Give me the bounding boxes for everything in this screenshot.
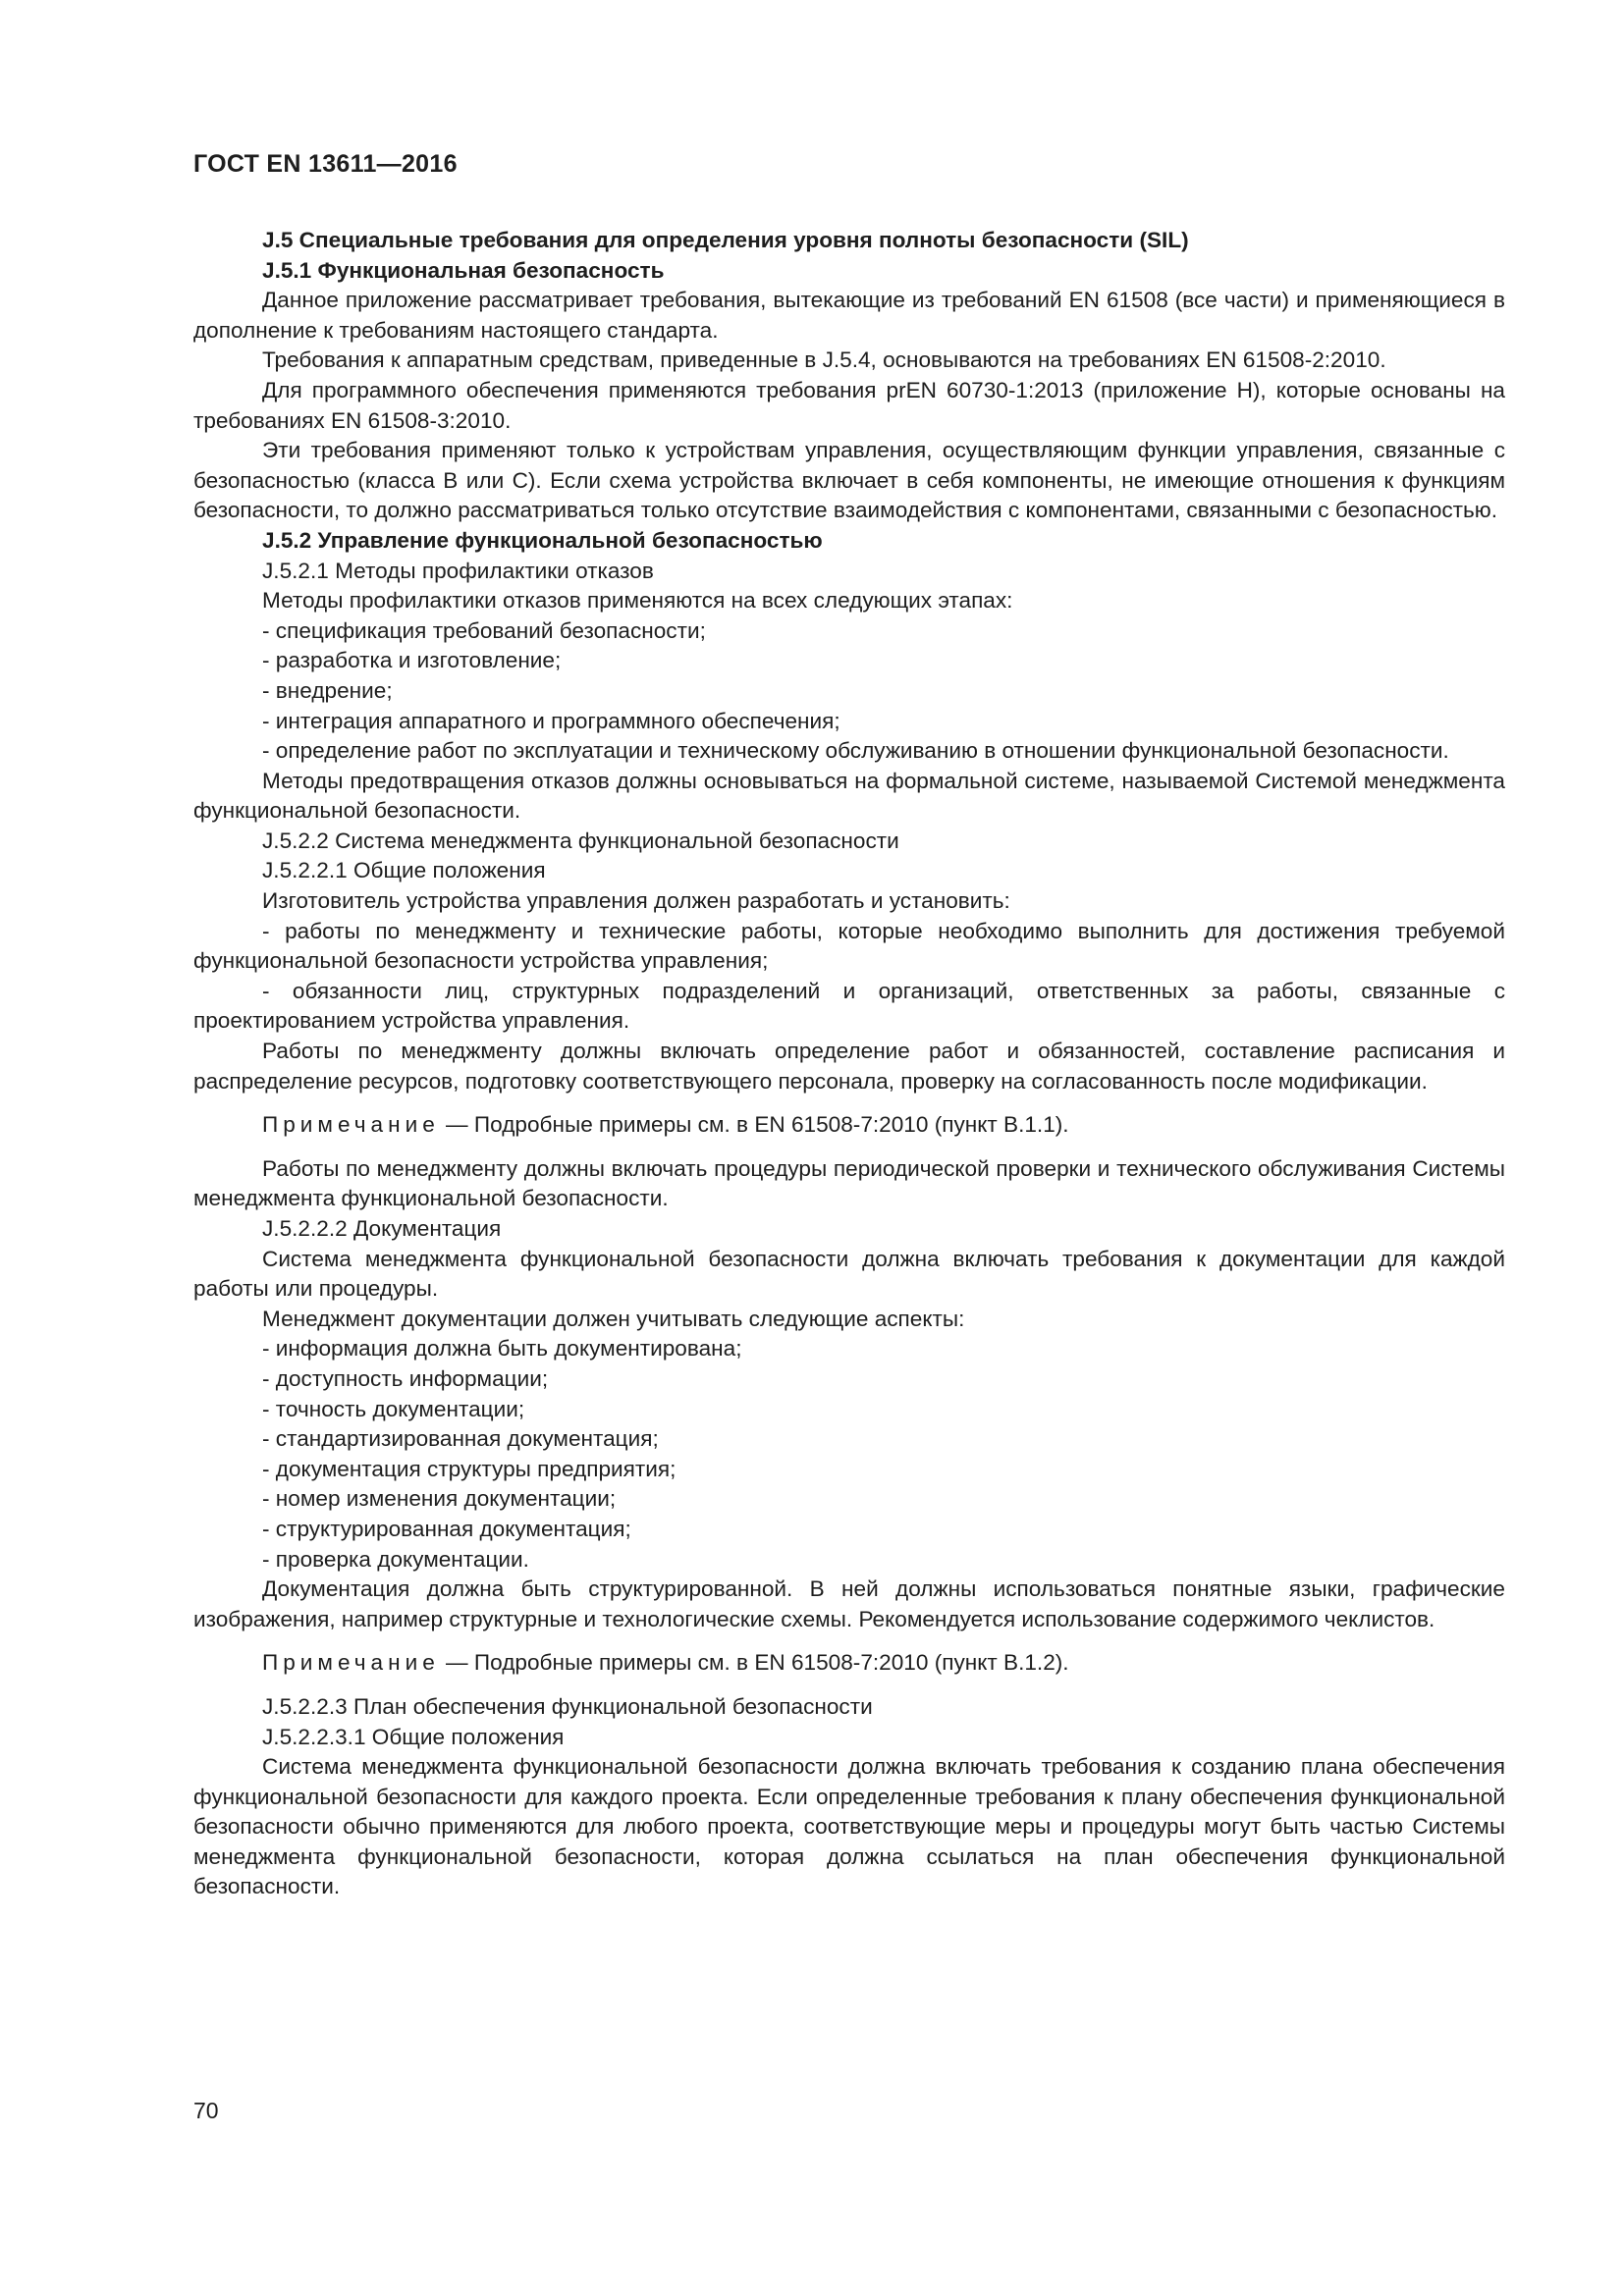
note-label: Примечание [262, 1112, 440, 1138]
section-heading: J.5.2 Управление функциональной безопасностью [262, 527, 823, 553]
body-paragraph: J.5.2.2.1 Общие положения [262, 858, 546, 883]
body-paragraph: - номер изменения документации; [262, 1486, 617, 1512]
body-paragraph: - внедрение; [262, 677, 393, 703]
body-paragraph: Изготовитель устройства управления должен разработать и установить: [262, 888, 1010, 914]
note-paragraph [193, 1648, 1505, 1679]
body-paragraph: Документация должна быть структурированной. В ней должны использоваться понятные языки, графические изображения, например структурные и технологические схемы. Рекомендуется использование содержимого чеклистов. [193, 1576, 1505, 1631]
body-paragraph: - доступность информации; [262, 1365, 549, 1391]
body-paragraph: - определение работ по эксплуатации и техническому обслуживанию в отношении функциональной безопасности. [262, 738, 1449, 764]
body-paragraph: Работы по менеджменту должны включать определение работ и обязанностей, составление расписания и распределение ресурсов, подготовку соответствующего персонала, проверку на согласованность после модификации. [193, 1039, 1505, 1094]
section-heading: J.5.1 Функциональная безопасность [262, 257, 665, 283]
section-heading: J.5 Специальные требования для определения уровня полноты безопасности (SIL) [262, 228, 1189, 252]
body-paragraph: - работы по менеджменту и технические работы, которые необходимо выполнить для достижения требуемой функциональной безопасности устройства управления; [193, 918, 1505, 974]
body-paragraph: Методы профилактики отказов применяются на всех следующих этапах: [262, 588, 1013, 614]
note-paragraph [193, 1110, 1505, 1141]
document-header: ГОСТ EN 13611—2016 [193, 150, 458, 178]
body-paragraph: J.5.2.2 Система менеджмента функциональной безопасности [262, 828, 899, 853]
body-paragraph: Работы по менеджменту должны включать процедуры периодической проверки и технического обслуживания Системы менеджмента функциональной безопасности. [193, 1155, 1505, 1211]
body-paragraph: - разработка и изготовление; [262, 648, 562, 673]
body-paragraph: Менеджмент документации должен учитывать следующие аспекты: [262, 1306, 965, 1331]
body-paragraph: - документация структуры предприятия; [262, 1456, 677, 1481]
document-body [193, 226, 1505, 1902]
note-text: — Подробные примеры см. в EN 61508-7:2010 (пункт В.1.2). [439, 1650, 1069, 1676]
body-paragraph: Эти требования применяют только к устройствам управления, осуществляющим функции управления, связанные с безопасностью (класса В или С). Если схема устройства включает в себя компоненты, не имеющие отношения к функциям безопасности, то должно рассматриваться только отсутствие взаимодействия с компонентами, связанными с безопасностью. [193, 438, 1505, 523]
body-paragraph: Система менеджмента функциональной безопасности должна включать требования к созданию плана обеспечения функциональной безопасности для каждого проекта. Если определенные требования к плану обеспечения функциональной безопасности обычно применяются для любого проекта, соответствующие меры и процедуры могут быть частью Системы менеджмента функциональной безопасности, которая должна ссылаться на план обеспечения функциональной безопасности. [193, 1754, 1505, 1899]
body-paragraph: J.5.2.2.3 План обеспечения функциональной безопасности [262, 1693, 873, 1719]
page-number: 70 [193, 2098, 219, 2123]
body-paragraph: - обязанности лиц, структурных подразделений и организаций, ответственных за работы, связанные с проектированием устройства управления. [193, 978, 1505, 1034]
body-paragraph: - проверка документации. [262, 1546, 529, 1572]
body-paragraph: J.5.2.2.3.1 Общие положения [262, 1724, 565, 1749]
body-paragraph: Для программного обеспечения применяются требования prEN 60730-1:2013 (приложение H), которые основаны на требованиях EN 61508-3:2010. [193, 377, 1505, 433]
body-paragraph: - интеграция аппаратного и программного обеспечения; [262, 708, 840, 733]
body-paragraph: J.5.2.1 Методы профилактики отказов [262, 558, 654, 583]
body-paragraph: Требования к аппаратным средствам, приведенные в J.5.4, основываются на требованиях EN 61508-2:2010. [262, 347, 1386, 373]
body-paragraph: - структурированная документация; [262, 1516, 631, 1541]
body-paragraph: - стандартизированная документация; [262, 1426, 659, 1452]
body-paragraph: - информация должна быть документирована; [262, 1336, 742, 1362]
body-paragraph: - спецификация требований безопасности; [262, 617, 706, 643]
body-paragraph: - точность документации; [262, 1396, 525, 1421]
body-paragraph: Методы предотвращения отказов должны основываться на формальной системе, называемой Системой менеджмента функциональной безопасности. [193, 768, 1505, 824]
note-label: Примечание [262, 1650, 440, 1676]
body-paragraph: Данное приложение рассматривает требования, вытекающие из требований EN 61508 (все части) и применяющиеся в дополнение к требованиям настоящего стандарта. [193, 288, 1505, 343]
note-text: — Подробные примеры см. в EN 61508-7:2010 (пункт В.1.1). [439, 1112, 1069, 1138]
body-paragraph: Система менеджмента функциональной безопасности должна включать требования к документации для каждой работы или процедуры. [193, 1246, 1505, 1302]
body-paragraph: J.5.2.2.2 Документация [262, 1216, 502, 1241]
